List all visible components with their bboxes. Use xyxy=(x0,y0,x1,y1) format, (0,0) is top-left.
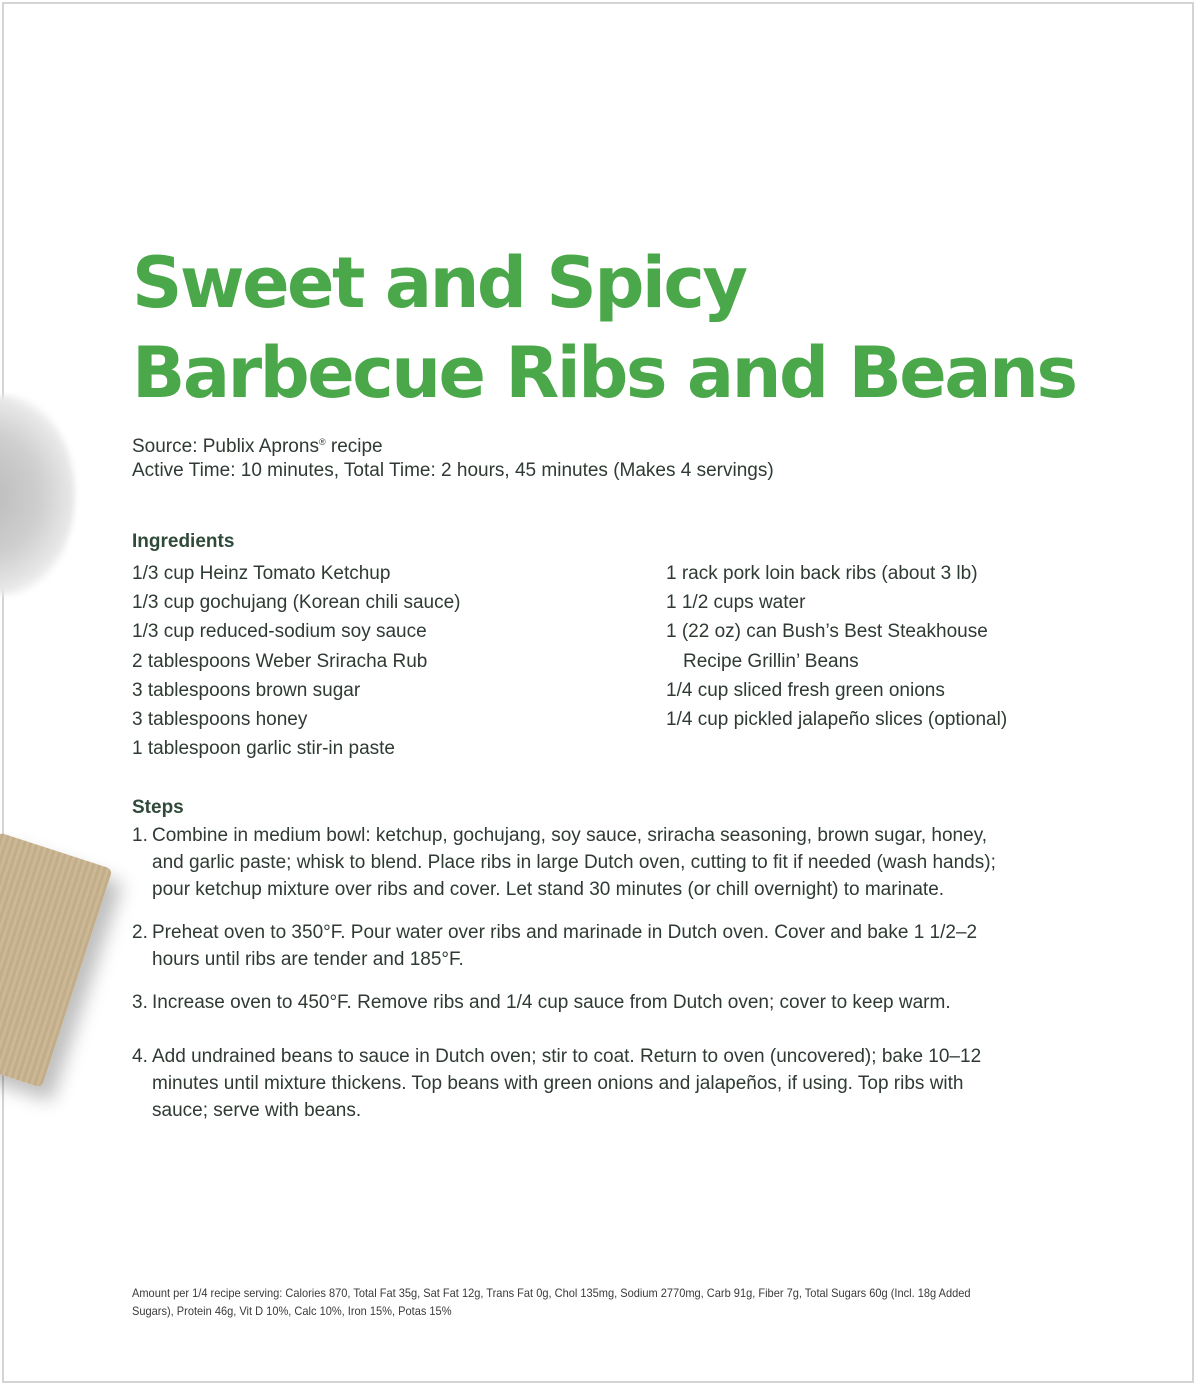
recipe-meta xyxy=(132,430,774,483)
step-text: Combine in medium bowl: ketchup, gochujang, soy sauce, sriracha seasoning, brown sugar, honey, and garlic paste; whisk to blend. Place ribs in large Dutch oven, cutting to fit if needed (wash hands); pour ketchup mixture over ribs and cover. Let stand 30 minutes (or chill overnight) to marinate. xyxy=(152,825,996,900)
ingredient-item: 1/4 cup sliced fresh green onions xyxy=(666,679,945,701)
step-item xyxy=(132,822,1032,903)
step-text: Add undrained beans to sauce in Dutch oven; stir to coat. Return to oven (uncovered); bake 10–12 minutes until mixture thickens. Top beans with green onions and jalapeños, if using. Top ribs with sauce; serve with beans. xyxy=(152,1046,982,1121)
ingredient-item: 2 tablespoons Weber Sriracha Rub xyxy=(132,650,428,672)
step-number: 4. xyxy=(132,1046,148,1067)
ingredient-item: 1/3 cup Heinz Tomato Ketchup xyxy=(132,563,391,584)
ingredients-heading: Ingredients xyxy=(132,531,235,552)
source-text: Source: Publix Aprons xyxy=(132,436,319,457)
ingredient-item: 1/3 cup gochujang (Korean chili sauce) xyxy=(132,592,461,614)
ingredients-left-column xyxy=(132,559,460,763)
ingredient-item: 1/4 cup pickled jalapeño slices (optional) xyxy=(666,709,1008,731)
ingredients-right-column xyxy=(666,559,1007,734)
ingredient-item: 3 tablespoons brown sugar xyxy=(132,679,361,701)
step-item xyxy=(132,989,1032,1016)
ingredient-item-continued: Recipe Grillin’ Beans xyxy=(683,650,859,672)
ingredient-item: 3 tablespoons honey xyxy=(132,709,308,731)
step-text: Preheat oven to 350°F. Pour water over ribs and marinade in Dutch oven. Cover and bake 1 1/2–2 hours until ribs are tender and 185°F. xyxy=(152,922,978,970)
recipe-source xyxy=(132,430,774,459)
step-item xyxy=(132,1043,1032,1124)
ingredient-item: 1 1/2 cups water xyxy=(666,592,806,614)
steps-list xyxy=(132,822,1032,1124)
ingredient-item: 1 tablespoon garlic stir-in paste xyxy=(132,738,395,760)
step-number: 2. xyxy=(132,922,148,943)
ingredient-item: 1 rack pork loin back ribs (about 3 lb) xyxy=(666,563,978,584)
ingredient-item: 1 (22 oz) can Bush’s Best Steakhouse xyxy=(666,621,988,643)
title-line-1: Sweet and Spicy xyxy=(132,242,746,324)
nutrition-info: Amount per 1/4 recipe serving: Calories 870, Total Fat 35g, Sat Fat 12g, Trans Fat 0g, Chol 135mg, Sodium 2770mg, Carb 91g, Fiber 7g, Total Sugars 60g (Incl. 18g Added Sugars), Protein 46g, Vit D 10%, Calc 10%, Iron 15%, Potas 15% xyxy=(132,1286,971,1318)
step-text: Increase oven to 450°F. Remove ribs and 1/4 cup sauce from Dutch oven; cover to keep warm. xyxy=(152,992,951,1013)
step-item xyxy=(132,919,1032,973)
steps-heading: Steps xyxy=(132,797,184,818)
recipe-times: Active Time: 10 minutes, Total Time: 2 hours, 45 minutes (Makes 4 servings) xyxy=(132,460,774,481)
registered-mark: ® xyxy=(318,437,326,447)
step-number: 3. xyxy=(132,992,148,1013)
recipe-title xyxy=(132,238,1076,418)
ingredient-item: 1/3 cup reduced-sodium soy sauce xyxy=(132,621,427,643)
step-number: 1. xyxy=(132,825,148,846)
source-suffix: recipe xyxy=(325,436,383,457)
title-line-2: Barbecue Ribs and Beans xyxy=(132,332,1076,414)
